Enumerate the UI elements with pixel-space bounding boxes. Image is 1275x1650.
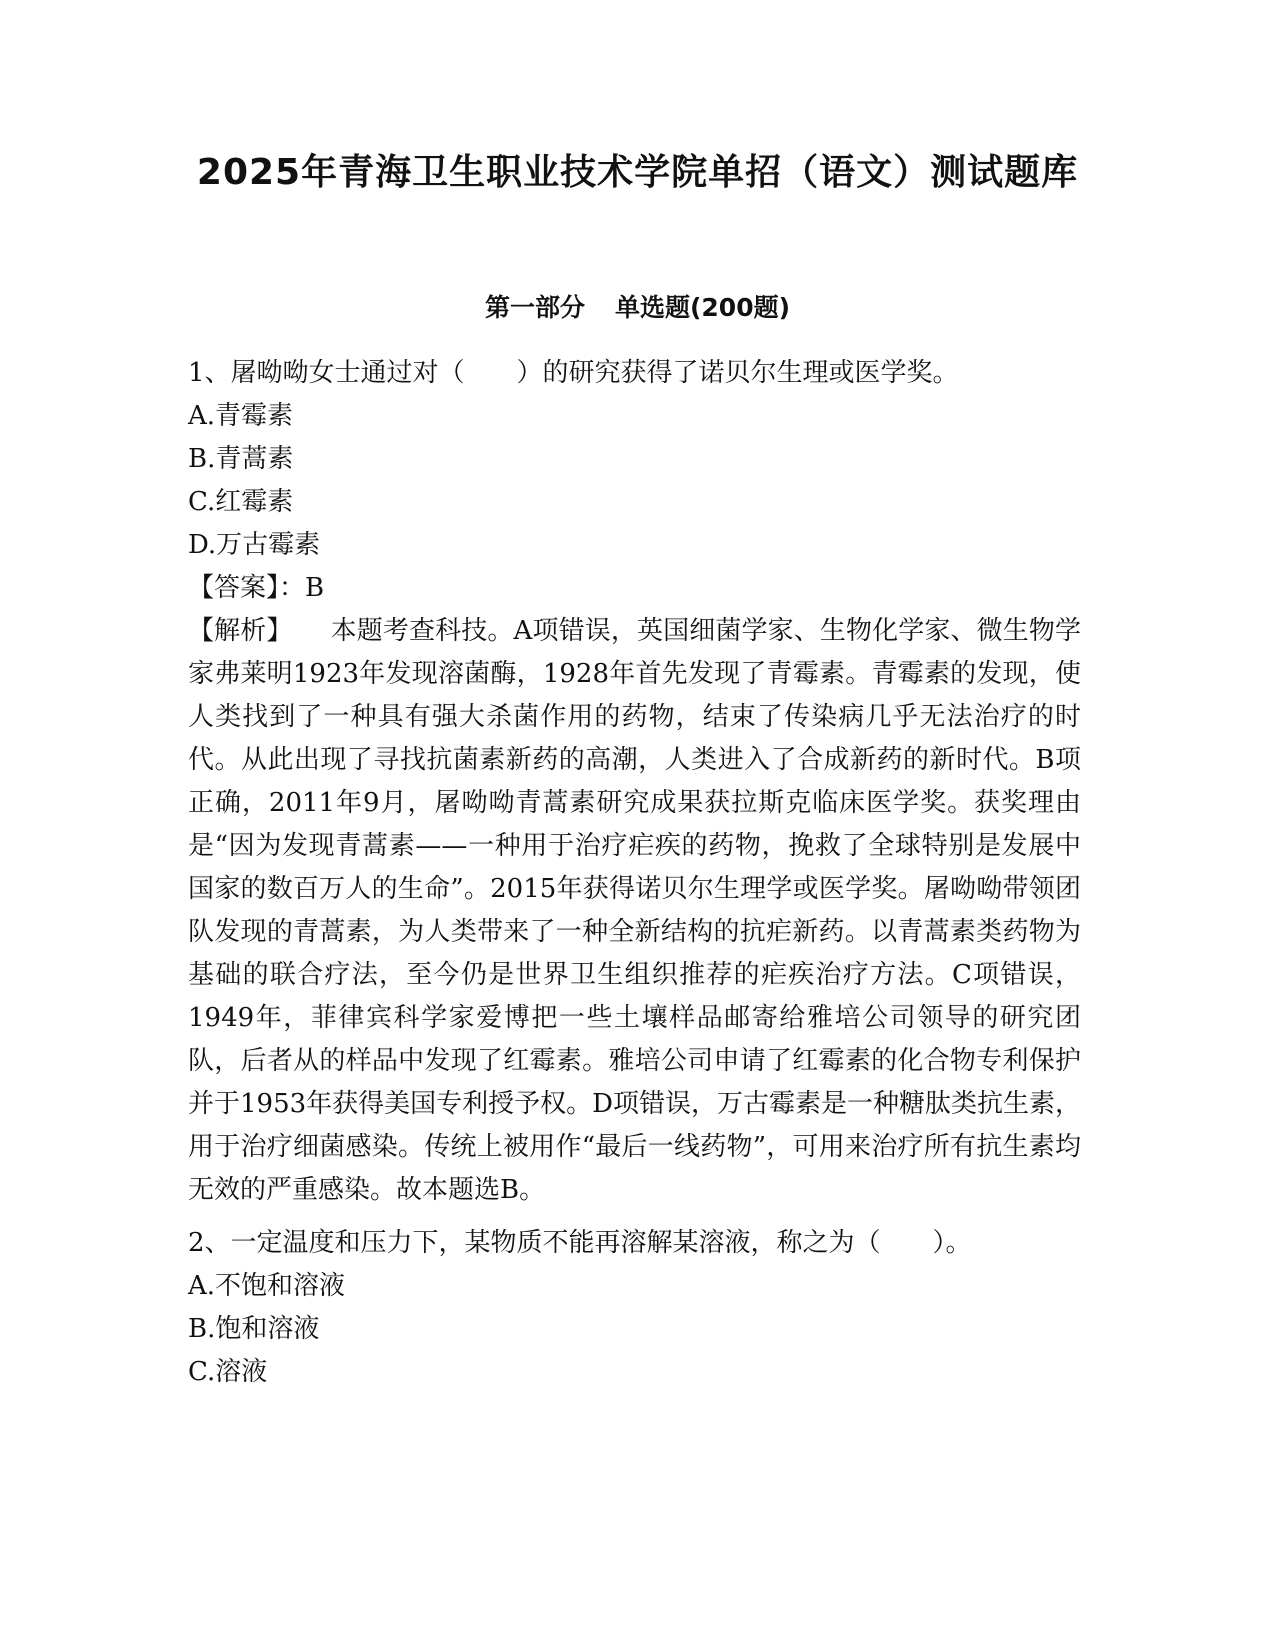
analysis-label: 【解析】	[188, 616, 293, 646]
section-part: 第一部分	[484, 293, 585, 322]
document-title: 2025年青海卫生职业技术学院单招（语文）测试题库	[196, 152, 1079, 193]
question-stem: 1、屠呦呦女士通过对（ ）的研究获得了诺贝尔生理或医学奖。	[188, 358, 959, 388]
analysis-paragraph	[188, 610, 1081, 1212]
section-heading	[0, 290, 1275, 326]
question-2	[188, 1222, 1081, 1394]
question-list	[188, 352, 1081, 1394]
question-stem: 2、一定温度和压力下，某物质不能再溶解某溶液，称之为（ ）。	[188, 1228, 972, 1258]
option-a: A.不饱和溶液	[188, 1271, 346, 1301]
question-1	[188, 352, 1081, 1212]
option-b: B.饱和溶液	[188, 1314, 320, 1344]
option-c: C.溶液	[188, 1357, 268, 1387]
answer-line	[188, 567, 1081, 610]
option-b: B.青蒿素	[188, 444, 294, 474]
answer-label: 【答案】：	[188, 573, 306, 603]
option-a: A.青霉素	[188, 401, 294, 431]
option-d: D.万古霉素	[188, 530, 321, 560]
analysis-text: 本题考查科技。A项错误，英国细菌学家、生物化学家、微生物学家弗莱明1923年发现溶菌酶，1928年首先发现了青霉素。青霉素的发现，使人类找到了一种具有强大杀菌作用的药物，结束了传染病几乎无法治疗的时代。从此出现了寻找抗菌素新药的高潮，人类进入了合成新药的新时代。B项正确，2011年9月，屠呦呦青蒿素研究成果获拉斯克临床医学奖。获奖理由是“因为发现青蒿素——一种用于治疗疟疾的药物，挽救了全球特别是发展中国家的数百万人的生命”。2015年获得诺贝尔生理学或医学奖。屠呦呦带领团队发现的青蒿素，为人类带来了一种全新结构的抗疟新药。以青蒿素类药物为基础的联合疗法，至今仍是世界卫生组织推荐的疟疾治疗方法。C项错误，1949年，菲律宾科学家爱博把一些土壤样品邮寄给雅培公司领导的研究团队，后者从的样品中发现了红霉素。雅培公司申请了红霉素的化合物专利保护并于1953年获得美国专利授予权。D项错误，万古霉素是一种糖肽类抗生素，用于治疗细菌感染。传统上被用作“最后一线药物”，可用来治疗所有抗生素均无效的严重感染。故本题选B。	[188, 616, 1082, 1205]
option-c: C.红霉素	[188, 487, 294, 517]
answer-value: B	[305, 573, 325, 603]
section-name: 单选题(200题)	[614, 293, 791, 322]
